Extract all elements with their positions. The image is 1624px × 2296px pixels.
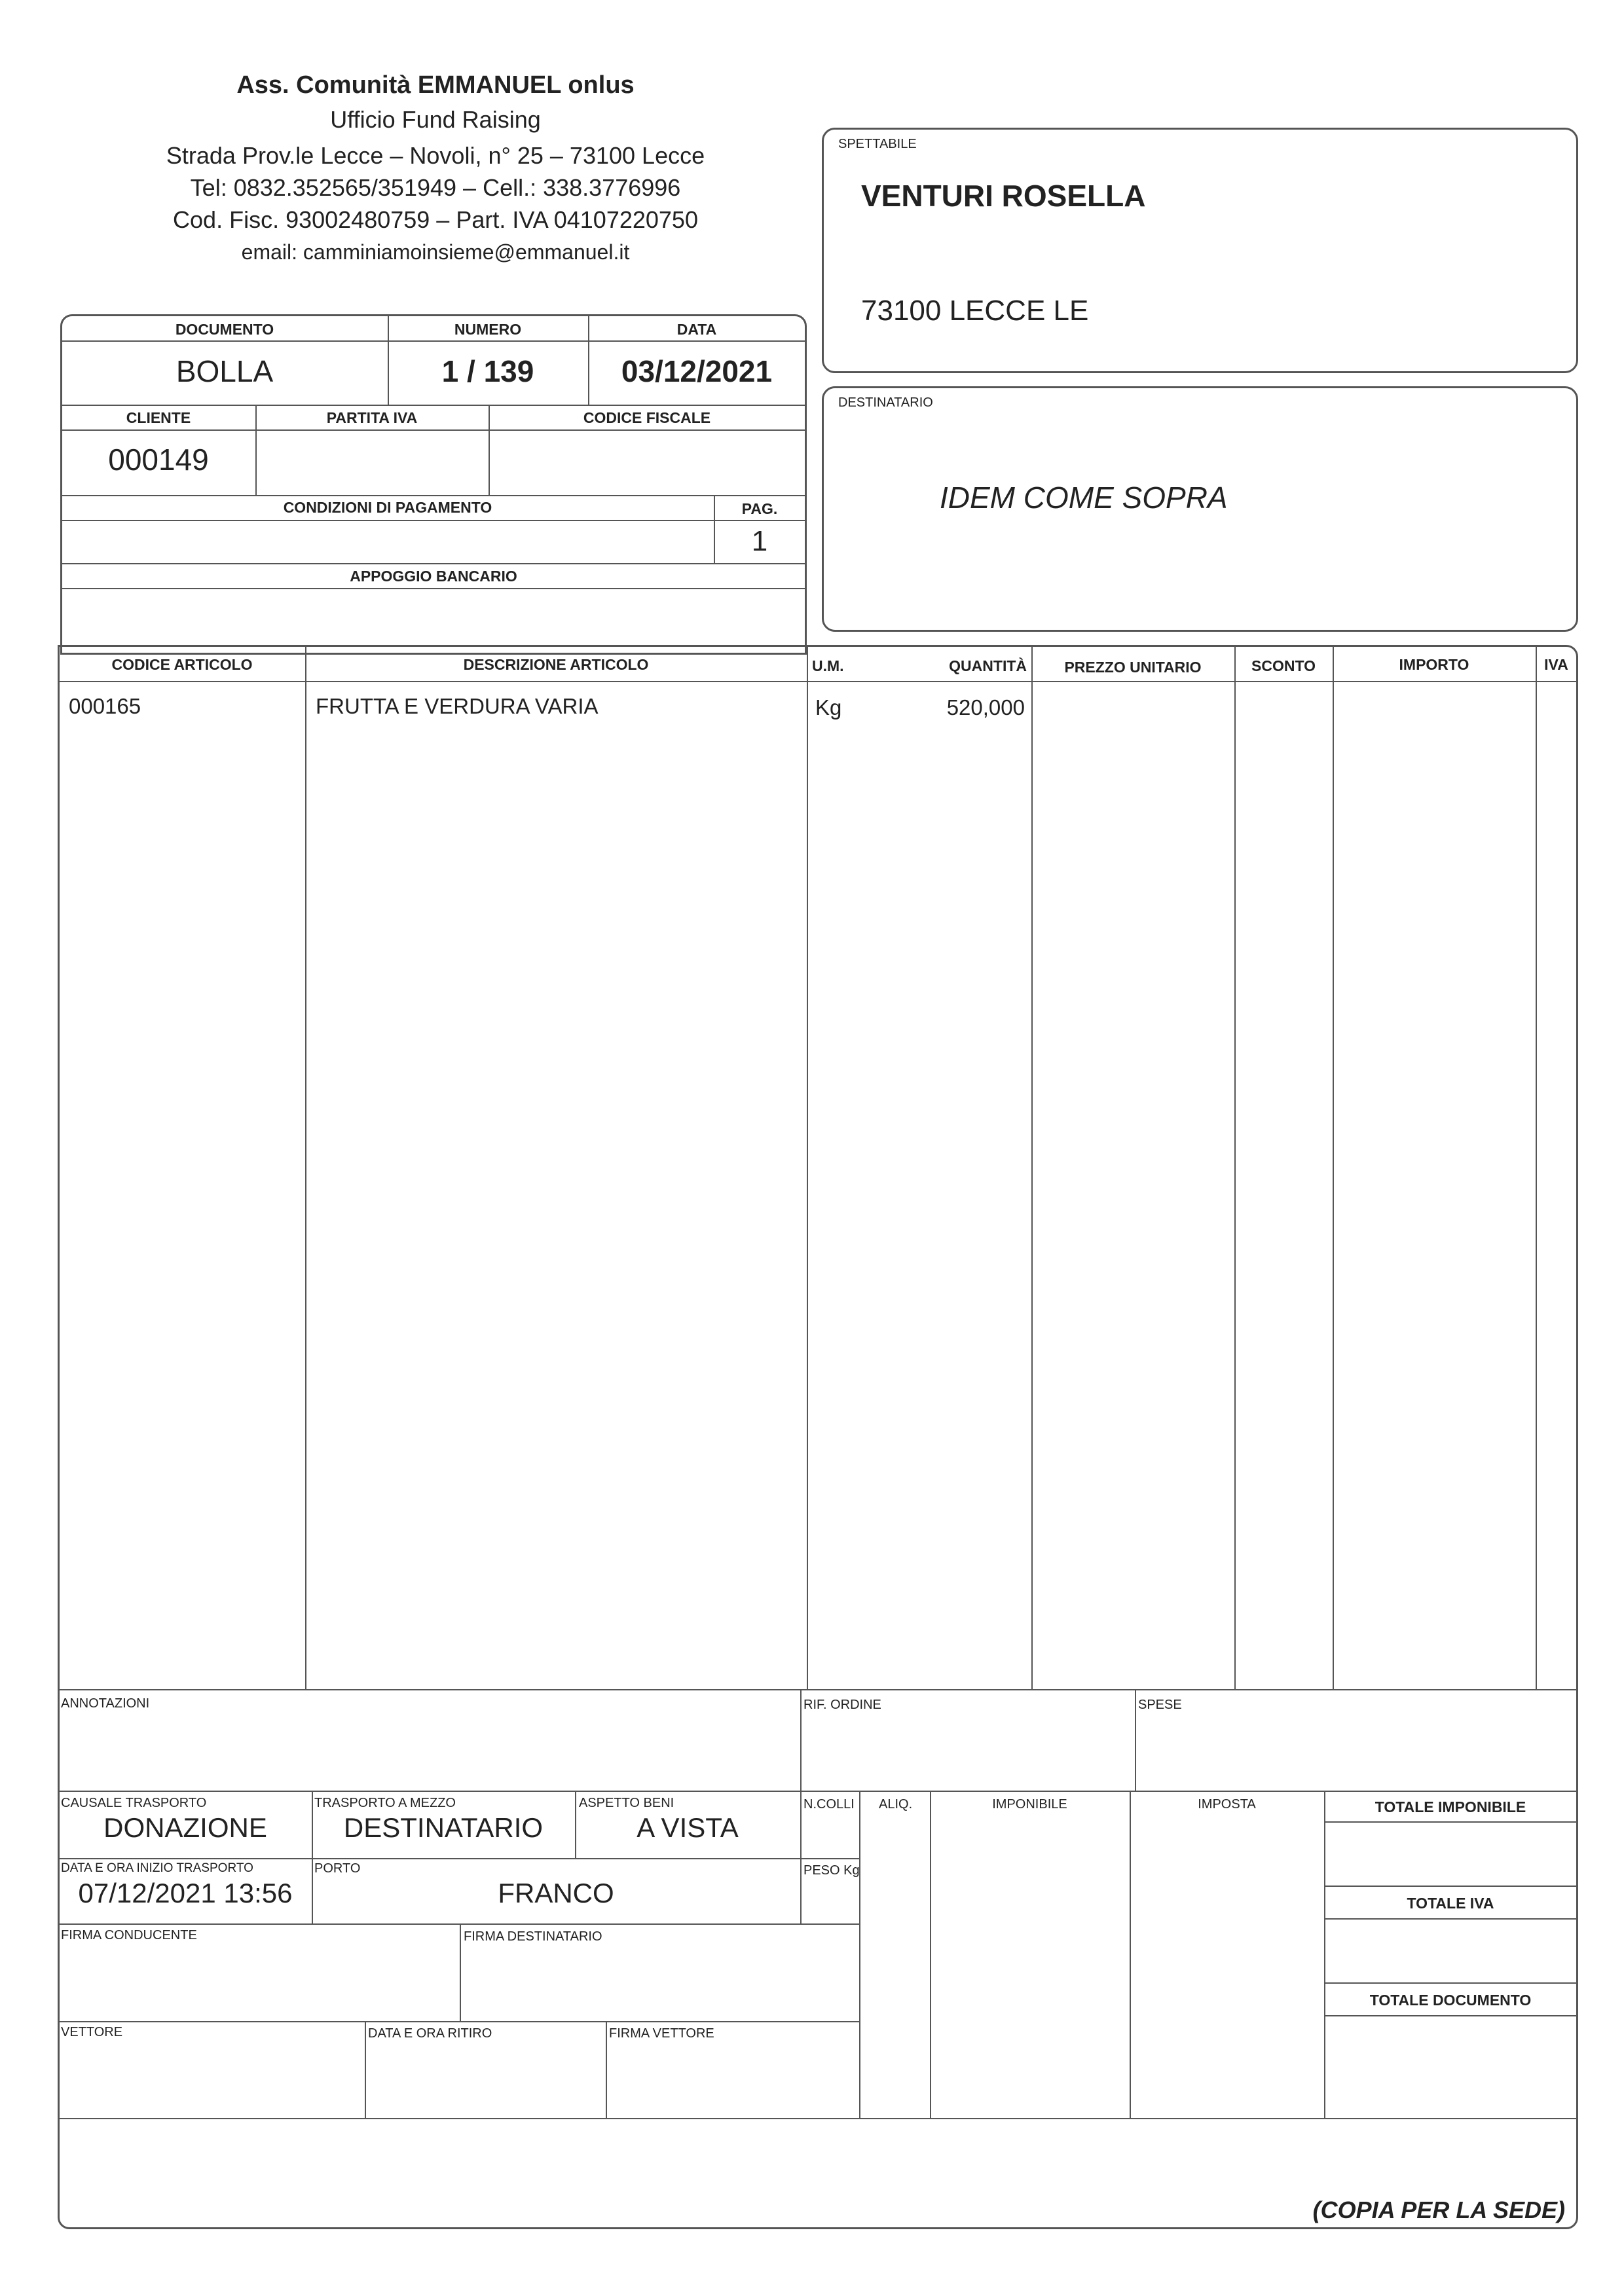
imponibile-label: IMPONIBILE bbox=[992, 1797, 1067, 1812]
data-inizio-trasporto-label: DATA E ORA INIZIO TRASPORTO bbox=[61, 1861, 253, 1875]
col-um: U.M. bbox=[812, 657, 844, 674]
col-iva: IVA bbox=[1544, 656, 1568, 673]
data-value: 03/12/2021 bbox=[621, 354, 773, 388]
firma-conducente-label: FIRMA CONDUCENTE bbox=[61, 1928, 197, 1942]
col-importo: IMPORTO bbox=[1399, 656, 1469, 673]
pag-value: 1 bbox=[751, 525, 768, 557]
firma-destinatario-label: FIRMA DESTINATARIO bbox=[464, 1929, 602, 1944]
appoggio-bancario-label: APPOGGIO BANCARIO bbox=[350, 568, 517, 585]
documento-value: BOLLA bbox=[175, 354, 274, 388]
row-um: Kg bbox=[815, 695, 842, 720]
spese-label: SPESE bbox=[1138, 1698, 1182, 1712]
row-quantita: 520,000 bbox=[946, 695, 1025, 720]
documento-label: DOCUMENTO bbox=[175, 321, 274, 338]
firma-vettore-label: FIRMA VETTORE bbox=[609, 2026, 714, 2041]
row-codice: 000165 bbox=[69, 694, 141, 718]
copia-per-la-sede: (COPIA PER LA SEDE) bbox=[1312, 2196, 1565, 2223]
porto-value: FRANCO bbox=[498, 1878, 614, 1908]
condizioni-pagamento-label: CONDIZIONI DI PAGAMENTO bbox=[283, 499, 492, 516]
numero-value: 1 / 139 bbox=[441, 354, 534, 388]
recipient-label: SPETTABILE bbox=[838, 137, 917, 151]
totale-documento-label: TOTALE DOCUMENTO bbox=[1369, 1992, 1532, 2009]
codice-fiscale-label: CODICE FISCALE bbox=[583, 409, 711, 426]
trasporto-mezzo-value: DESTINATARIO bbox=[343, 1812, 544, 1843]
rif-ordine-label: RIF. ORDINE bbox=[803, 1698, 881, 1712]
issuer-phones: Tel: 0832.352565/351949 – Cell.: 338.3776996 bbox=[190, 174, 681, 201]
n-colli-label: N.COLLI bbox=[803, 1797, 855, 1812]
totale-iva-label: TOTALE IVA bbox=[1407, 1895, 1494, 1912]
col-sconto: SCONTO bbox=[1251, 657, 1316, 674]
data-ora-ritiro-label: DATA E ORA RITIRO bbox=[368, 2026, 492, 2041]
porto-label: PORTO bbox=[314, 1861, 361, 1876]
col-descrizione-articolo: DESCRIZIONE ARTICOLO bbox=[463, 656, 649, 673]
recipient-name: VENTURI ROSELLA bbox=[861, 179, 1146, 213]
recipient-box bbox=[822, 128, 1578, 373]
vettore-label: VETTORE bbox=[61, 2025, 123, 2039]
numero-label: NUMERO bbox=[454, 321, 522, 338]
issuer-email: email: camminiamoinsieme@emmanuel.it bbox=[241, 240, 630, 264]
data-label: DATA bbox=[676, 321, 717, 338]
causale-trasporto-label: CAUSALE TRASPORTO bbox=[61, 1796, 207, 1810]
annotazioni-label: ANNOTAZIONI bbox=[61, 1696, 150, 1711]
aliq-label: ALIQ. bbox=[879, 1797, 913, 1812]
col-prezzo-unitario: PREZZO UNITARIO bbox=[1064, 659, 1202, 676]
aspetto-beni-label: ASPETTO BENI bbox=[579, 1796, 674, 1810]
issuer-tax: Cod. Fisc. 93002480759 – Part. IVA 04107220750 bbox=[173, 206, 698, 233]
trasporto-mezzo-label: TRASPORTO A MEZZO bbox=[314, 1796, 456, 1810]
data-inizio-trasporto-value: 07/12/2021 13:56 bbox=[78, 1878, 293, 1908]
destination-label: DESTINATARIO bbox=[838, 395, 933, 410]
causale-trasporto-value: DONAZIONE bbox=[103, 1812, 267, 1843]
imposta-label: IMPOSTA bbox=[1198, 1797, 1256, 1812]
totale-imponibile-label: TOTALE IMPONIBILE bbox=[1375, 1798, 1526, 1815]
row-descrizione: FRUTTA E VERDURA VARIA bbox=[316, 694, 599, 718]
recipient-city: 73100 LECCE LE bbox=[861, 295, 1089, 327]
destination-value: IDEM COME SOPRA bbox=[940, 481, 1228, 515]
issuer-name: Ass. Comunità EMMANUEL onlus bbox=[236, 71, 635, 99]
partita-iva-label: PARTITA IVA bbox=[326, 409, 418, 426]
col-codice-articolo: CODICE ARTICOLO bbox=[111, 656, 253, 673]
cliente-label: CLIENTE bbox=[126, 409, 191, 426]
aspetto-beni-value: A VISTA bbox=[637, 1812, 739, 1843]
issuer-address: Strada Prov.le Lecce – Novoli, n° 25 – 73100 Lecce bbox=[166, 142, 705, 169]
issuer-office: Ufficio Fund Raising bbox=[330, 106, 541, 133]
col-quantita: QUANTITÀ bbox=[949, 657, 1027, 674]
cliente-value: 000149 bbox=[108, 443, 209, 477]
peso-kg-label: PESO Kg bbox=[803, 1863, 860, 1878]
pag-label: PAG. bbox=[741, 500, 778, 517]
